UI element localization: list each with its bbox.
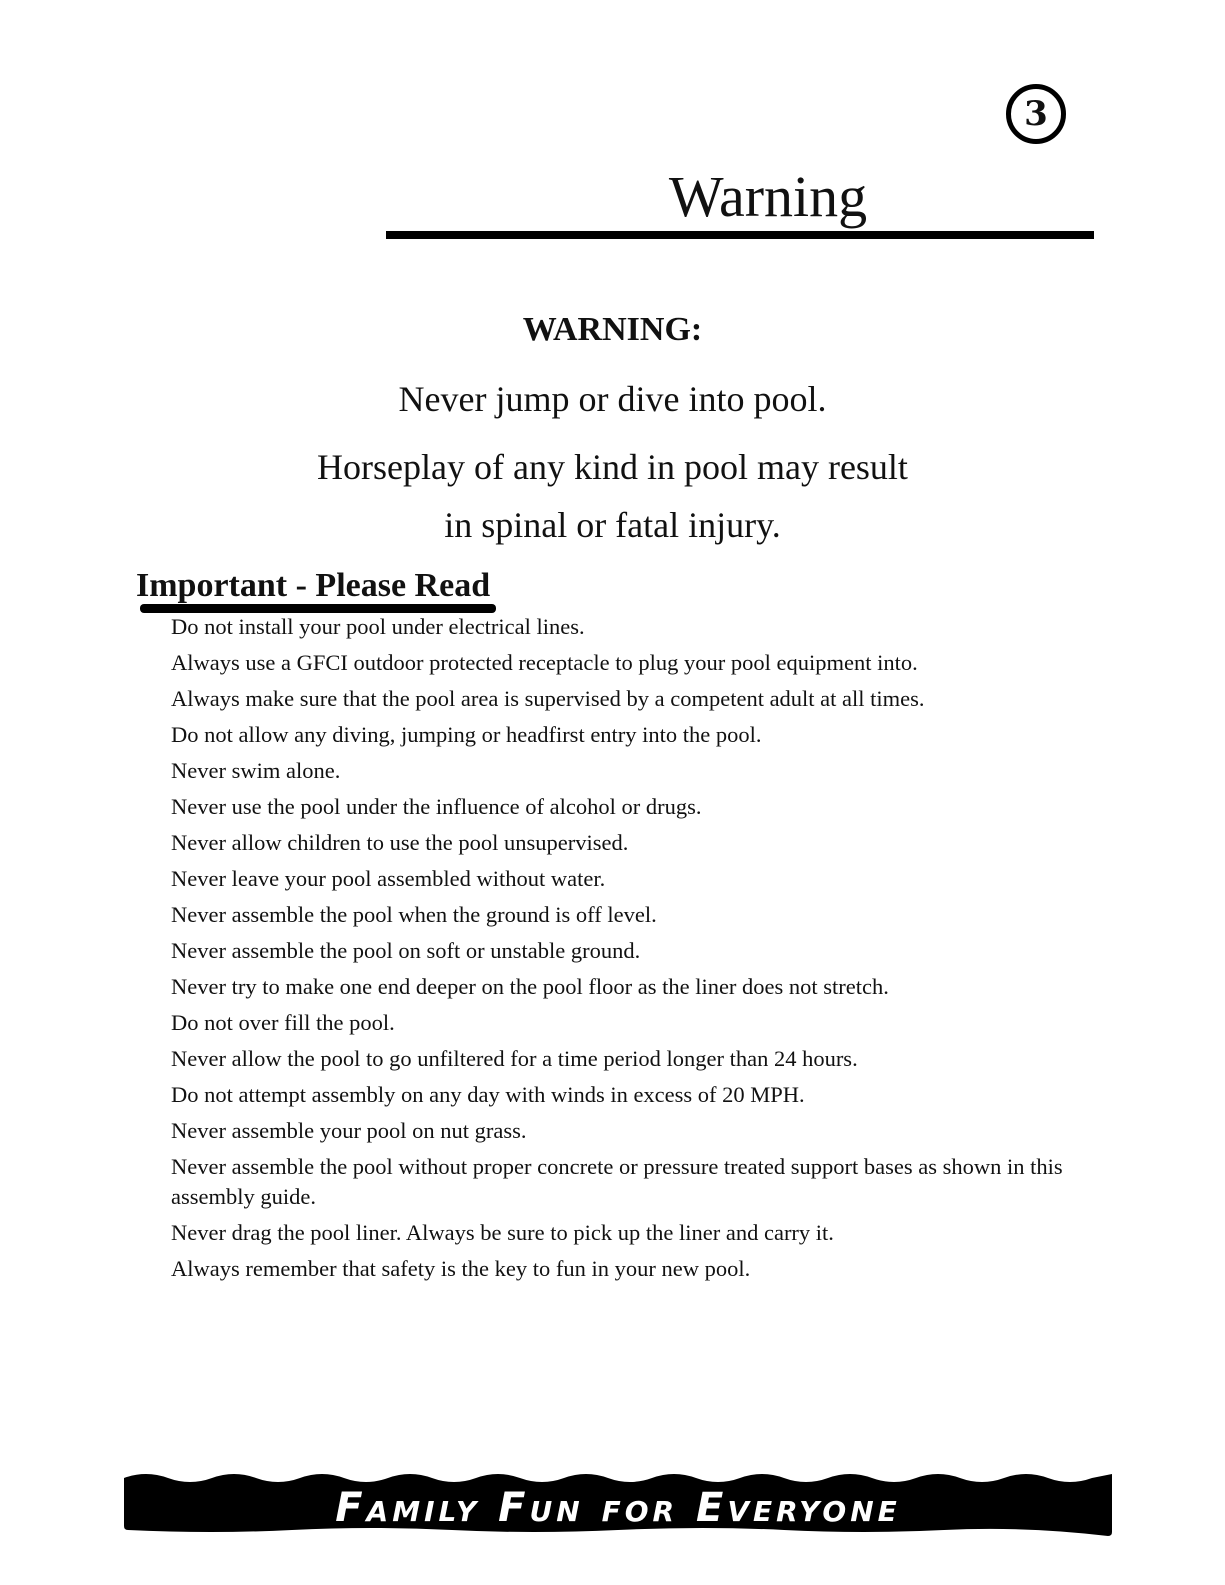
list-item: Always remember that safety is the key to fun in your new pool. — [171, 1256, 751, 1281]
list-item: Never assemble the pool on soft or unstable ground. — [171, 938, 641, 963]
list-item: Never assemble the pool without proper concrete or pressure treated support bases as shown in this assembly guide. — [171, 1154, 1063, 1209]
list-item: Never use the pool under the influence of alcohol or drugs. — [171, 794, 702, 819]
warning-heading: WARNING: — [522, 311, 703, 348]
footer-banner-shape — [124, 1468, 1112, 1554]
footer-banner-text: Family Fun for Everyone — [335, 1485, 901, 1531]
footer-banner — [124, 1468, 1112, 1554]
list-item: Never assemble the pool when the ground is off level. — [171, 902, 657, 927]
page-number: 3 — [1006, 84, 1066, 144]
list-item: Do not install your pool under electrical lines. — [171, 614, 585, 639]
list-item: Never try to make one end deeper on the pool floor as the liner does not stretch. — [171, 974, 889, 999]
warning-line-1: Never jump or dive into pool. — [398, 379, 827, 419]
title-underline — [386, 231, 1094, 239]
important-heading: Important - Please Read — [136, 567, 491, 604]
list-item: Never swim alone. — [171, 758, 341, 783]
warning-line-3: in spinal or fatal injury. — [444, 505, 781, 545]
safety-rules-list — [171, 612, 1096, 1290]
list-item: Never allow the pool to go unfiltered for a time period longer than 24 hours. — [171, 1046, 858, 1071]
list-item: Never assemble your pool on nut grass. — [171, 1118, 527, 1143]
list-item: Do not attempt assembly on any day with winds in excess of 20 MPH. — [171, 1082, 805, 1107]
list-item: Never drag the pool liner. Always be sure to pick up the liner and carry it. — [171, 1220, 834, 1245]
warning-line-2: Horseplay of any kind in pool may result — [317, 447, 908, 487]
list-item: Always use a GFCI outdoor protected receptacle to plug your pool equipment into. — [171, 650, 918, 675]
list-item: Do not allow any diving, jumping or headfirst entry into the pool. — [171, 722, 762, 747]
list-item: Do not over fill the pool. — [171, 1010, 395, 1035]
list-item: Never leave your pool assembled without water. — [171, 866, 606, 891]
list-item: Never allow children to use the pool unsupervised. — [171, 830, 629, 855]
page-title: Warning — [668, 164, 868, 229]
list-item: Always make sure that the pool area is supervised by a competent adult at all times. — [171, 686, 925, 711]
